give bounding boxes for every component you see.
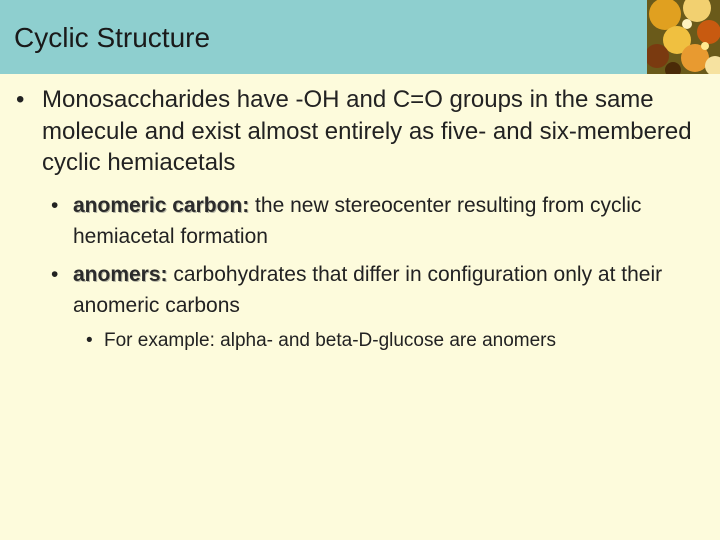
bullet-marker: •: [51, 263, 59, 286]
bullet-text: Monosaccharides have -OH and C=O groups in the same molecule and exist almost entirely as five- and six-membered cyclic hemiacetals: [42, 86, 692, 176]
bullet-marker: •: [86, 330, 93, 351]
fruit-photo-collage-icon: [647, 0, 720, 74]
definition-text: carbohydrates that differ in configuration only at their anomeric carbons: [73, 263, 663, 317]
sub-bullet-item: [51, 190, 711, 252]
term-anomers: anomers:: [73, 263, 168, 286]
sub-sub-bullet-item: [86, 328, 716, 354]
slide-title: Cyclic Structure: [14, 22, 211, 53]
bullet-marker: •: [16, 86, 25, 113]
sub-bullet-text: [51, 259, 711, 321]
title-bar: [0, 0, 720, 74]
example-text: For example: alpha- and beta-D-glucose are anomers: [104, 330, 557, 351]
bullet-item: [16, 84, 706, 179]
term-anomeric-carbon: anomeric carbon:: [73, 194, 250, 217]
bullet-marker: •: [51, 194, 59, 217]
definition-text: the new stereocenter resulting from cyclic hemiacetal formation: [73, 194, 642, 248]
sub-bullet-item: [51, 259, 711, 321]
sub-bullet-text: [51, 190, 711, 252]
